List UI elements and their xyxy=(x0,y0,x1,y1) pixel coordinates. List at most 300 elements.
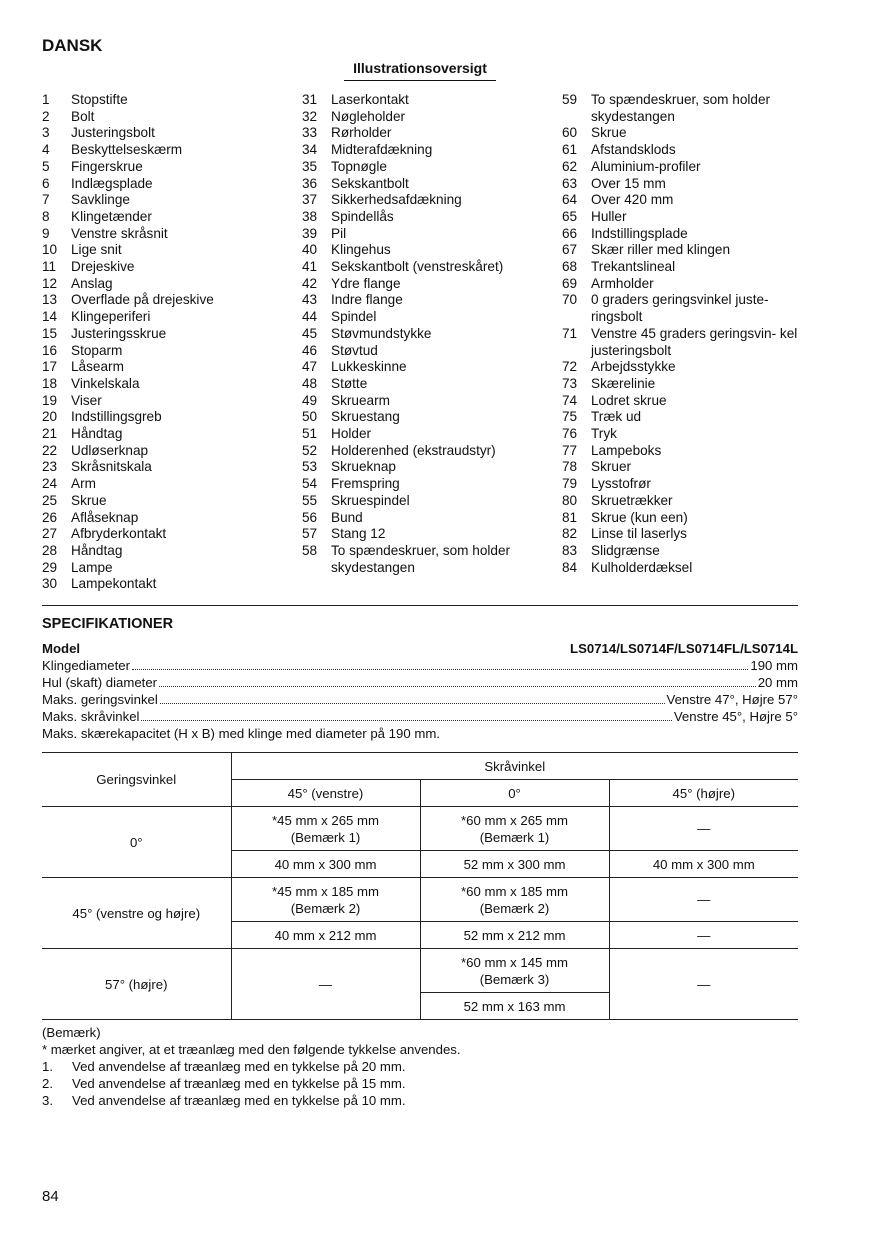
part-number: 31 xyxy=(302,92,318,107)
part-number: 6 xyxy=(42,175,50,191)
cell-note: (Bemærk 1) xyxy=(479,829,550,845)
parts-list-column-2 xyxy=(302,92,552,576)
parts-list-item xyxy=(302,292,552,309)
part-number: 49 xyxy=(302,392,318,408)
part-number: 32 xyxy=(302,108,318,124)
part-name: Spindel xyxy=(331,309,377,325)
parts-list-item xyxy=(562,292,802,325)
part-number: 21 xyxy=(42,426,58,442)
part-number: 50 xyxy=(302,409,318,425)
part-name: Skruer xyxy=(591,459,632,475)
part-name: Støvtud xyxy=(331,342,378,358)
parts-list-item xyxy=(42,292,292,309)
parts-list-item xyxy=(42,176,292,193)
parts-list-item xyxy=(562,192,802,209)
part-number: 76 xyxy=(562,426,578,442)
section-divider xyxy=(42,605,798,606)
note-item xyxy=(42,1092,461,1109)
part-number: 79 xyxy=(562,476,578,492)
part-name: Skrue (kun een) xyxy=(591,509,688,525)
parts-list-item xyxy=(42,142,292,159)
part-name: Fremspring xyxy=(331,476,400,492)
part-name: Aflåseknap xyxy=(71,509,139,525)
parts-list-item xyxy=(562,259,802,276)
part-name: Pil xyxy=(331,225,347,241)
parts-list-item xyxy=(562,92,802,125)
spec-value: Venstre 47°, Højre 57° xyxy=(666,692,798,707)
part-name: Klingehus xyxy=(331,242,391,258)
parts-list-item xyxy=(42,359,292,376)
part-name: Afstandsklods xyxy=(591,142,676,158)
table-cell: — xyxy=(231,949,420,1020)
parts-list-item xyxy=(302,543,552,576)
part-number: 81 xyxy=(562,509,578,525)
parts-list-item xyxy=(302,393,552,410)
spec-value: 20 mm xyxy=(757,675,798,690)
part-name: Indre flange xyxy=(331,292,403,308)
parts-list-item xyxy=(562,426,802,443)
parts-list-item xyxy=(42,159,292,176)
part-number: 71 xyxy=(562,325,578,341)
parts-list-item xyxy=(562,242,802,259)
part-number: 10 xyxy=(42,242,58,258)
part-number: 29 xyxy=(42,559,58,575)
part-number: 25 xyxy=(42,492,58,508)
part-number: 30 xyxy=(42,576,58,592)
parts-list-item xyxy=(42,209,292,226)
part-number: 18 xyxy=(42,375,58,391)
parts-list-item xyxy=(562,493,802,510)
part-name: Lampe xyxy=(71,559,113,575)
part-number: 35 xyxy=(302,158,318,174)
parts-list-item xyxy=(42,376,292,393)
model-label: Model xyxy=(42,641,81,656)
part-name: Venstre 45 graders geringsvin- kel justeringsbolt xyxy=(591,325,798,358)
part-name: Støvmundstykke xyxy=(331,325,432,341)
parts-list-item xyxy=(562,125,802,142)
part-number: 12 xyxy=(42,275,58,291)
part-name: Sekskantbolt xyxy=(331,175,409,191)
part-name: Kulholderdæksel xyxy=(591,559,693,575)
spec-label: Maks. geringsvinkel xyxy=(42,692,158,707)
part-number: 28 xyxy=(42,542,58,558)
part-number: 62 xyxy=(562,158,578,174)
row-label-57: 57° (højre) xyxy=(42,949,231,1020)
part-name: Anslag xyxy=(71,275,113,291)
part-number: 77 xyxy=(562,442,578,458)
parts-list-item xyxy=(42,92,292,109)
row-label-45: 45° (venstre og højre) xyxy=(42,878,231,949)
parts-list-item xyxy=(42,510,292,527)
part-name: Håndtag xyxy=(71,542,123,558)
parts-list-item xyxy=(302,409,552,426)
parts-list-item xyxy=(42,192,292,209)
part-name: Indstillingsplade xyxy=(591,225,688,241)
table-cell: — xyxy=(609,807,798,851)
part-name: Lodret skrue xyxy=(591,392,667,408)
language-heading: DANSK xyxy=(42,36,103,55)
parts-list-item xyxy=(302,192,552,209)
part-number: 84 xyxy=(562,559,578,575)
part-name: Lysstofrør xyxy=(591,476,651,492)
part-number: 22 xyxy=(42,442,58,458)
cutting-capacity-table xyxy=(42,752,798,1020)
part-name: Spindellås xyxy=(331,208,394,224)
note-text: Ved anvendelse af træanlæg med en tykkelse på 20 mm. xyxy=(72,1059,406,1074)
part-name: Tryk xyxy=(591,426,617,442)
part-name: Skrue xyxy=(71,492,107,508)
parts-list-item xyxy=(562,560,802,577)
part-name: Skruetrækker xyxy=(591,492,673,508)
part-name: Vinkelskala xyxy=(71,375,140,391)
part-name: Klingeperiferi xyxy=(71,309,151,325)
part-name: Justeringsbolt xyxy=(71,125,155,141)
part-number: 41 xyxy=(302,259,318,275)
spec-label: Klingediameter xyxy=(42,658,130,673)
part-name: Midterafdækning xyxy=(331,142,433,158)
part-number: 37 xyxy=(302,192,318,208)
parts-list-item xyxy=(302,226,552,243)
parts-list-item xyxy=(562,176,802,193)
cell-value: *60 mm x 185 mm xyxy=(461,883,568,899)
parts-list-item xyxy=(562,476,802,493)
part-number: 48 xyxy=(302,375,318,391)
parts-list-item xyxy=(42,459,292,476)
part-name: Drejeskive xyxy=(71,259,135,275)
part-name: 0 graders geringsvinkel juste- ringsbolt xyxy=(591,292,769,325)
parts-list-item xyxy=(302,459,552,476)
part-name: To spændeskruer, som holder skydestangen xyxy=(331,542,511,575)
subheader-45-left: 45° (venstre) xyxy=(231,780,420,807)
part-number: 40 xyxy=(302,242,318,258)
part-name: Lige snit xyxy=(71,242,122,258)
cell-value: *60 mm x 265 mm xyxy=(461,812,568,828)
part-number: 45 xyxy=(302,325,318,341)
part-name: Fingerskrue xyxy=(71,158,143,174)
part-number: 8 xyxy=(42,208,50,224)
table-cell xyxy=(420,807,609,851)
spec-label: Hul (skaft) diameter xyxy=(42,675,158,690)
parts-list-item xyxy=(562,326,802,359)
part-number: 5 xyxy=(42,158,50,174)
parts-list-item xyxy=(302,359,552,376)
part-name: Håndtag xyxy=(71,426,123,442)
parts-list-item xyxy=(302,259,552,276)
parts-list-item xyxy=(42,109,292,126)
part-number: 80 xyxy=(562,492,578,508)
parts-list-item xyxy=(42,426,292,443)
part-number: 57 xyxy=(302,526,318,542)
part-number: 44 xyxy=(302,309,318,325)
part-name: Arbejdsstykke xyxy=(591,359,676,375)
spec-row xyxy=(42,674,798,691)
cell-note: (Bemærk 3) xyxy=(479,971,550,987)
dot-leader xyxy=(141,720,671,721)
parts-list-item xyxy=(42,393,292,410)
row-label-0: 0° xyxy=(42,807,231,878)
part-name: Bolt xyxy=(71,108,95,124)
parts-list-item xyxy=(302,476,552,493)
parts-list-item xyxy=(562,209,802,226)
part-number: 52 xyxy=(302,442,318,458)
part-number: 70 xyxy=(562,292,578,308)
part-number: 3 xyxy=(42,125,50,141)
specifications-block xyxy=(42,640,798,742)
part-name: Træk ud xyxy=(591,409,642,425)
model-value: LS0714/LS0714F/LS0714FL/LS0714L xyxy=(570,641,798,656)
table-cell: 52 mm x 300 mm xyxy=(420,851,609,878)
part-number: 39 xyxy=(302,225,318,241)
part-number: 67 xyxy=(562,242,578,258)
parts-list-item xyxy=(562,526,802,543)
part-number: 42 xyxy=(302,275,318,291)
parts-list-item xyxy=(562,459,802,476)
part-name: Stang 12 xyxy=(331,526,386,542)
table-cell: 40 mm x 300 mm xyxy=(609,851,798,878)
notes-title: (Bemærk) xyxy=(42,1025,101,1040)
parts-list-item xyxy=(42,543,292,560)
note-number: 1. xyxy=(42,1059,53,1074)
parts-list-item xyxy=(302,493,552,510)
cell-note: (Bemærk 1) xyxy=(290,829,361,845)
table-cell: — xyxy=(609,878,798,922)
part-name: Stopstifte xyxy=(71,92,128,107)
part-number: 63 xyxy=(562,175,578,191)
parts-list-item xyxy=(562,393,802,410)
cell-note: (Bemærk 2) xyxy=(290,900,361,916)
part-number: 59 xyxy=(562,92,578,107)
part-number: 15 xyxy=(42,325,58,341)
part-number: 16 xyxy=(42,342,58,358)
part-number: 82 xyxy=(562,526,578,542)
part-number: 33 xyxy=(302,125,318,141)
part-number: 23 xyxy=(42,459,58,475)
part-number: 4 xyxy=(42,142,50,158)
table-cell xyxy=(420,878,609,922)
part-name: Aluminium-profiler xyxy=(591,158,701,174)
parts-list-item xyxy=(42,326,292,343)
note-number: 2. xyxy=(42,1076,53,1091)
notes-block xyxy=(42,1024,461,1109)
part-name: Skråsnitskala xyxy=(71,459,152,475)
parts-list-item xyxy=(302,209,552,226)
part-number: 68 xyxy=(562,259,578,275)
table-cell xyxy=(231,878,420,922)
parts-list-item xyxy=(42,125,292,142)
note-text: Ved anvendelse af træanlæg med en tykkelse på 15 mm. xyxy=(72,1076,406,1091)
header-miter-angle: Geringsvinkel xyxy=(42,753,231,807)
part-number: 26 xyxy=(42,509,58,525)
parts-list-item xyxy=(42,476,292,493)
part-name: Overflade på drejeskive xyxy=(71,292,214,308)
part-number: 61 xyxy=(562,142,578,158)
part-name: Lampeboks xyxy=(591,442,662,458)
part-number: 54 xyxy=(302,476,318,492)
part-name: Stoparm xyxy=(71,342,123,358)
parts-list-item xyxy=(562,276,802,293)
part-number: 51 xyxy=(302,426,318,442)
parts-list-item xyxy=(302,343,552,360)
part-name: Beskyttelseskærm xyxy=(71,142,183,158)
parts-list-item xyxy=(302,125,552,142)
parts-list-item xyxy=(302,376,552,393)
parts-list-item xyxy=(42,242,292,259)
parts-list-item xyxy=(302,159,552,176)
parts-list-item xyxy=(42,226,292,243)
cell-value: *60 mm x 145 mm xyxy=(461,954,568,970)
parts-list-item xyxy=(42,526,292,543)
subheader-0: 0° xyxy=(420,780,609,807)
part-number: 9 xyxy=(42,225,50,241)
part-name: Rørholder xyxy=(331,125,392,141)
dot-leader xyxy=(159,686,756,687)
cell-value: *45 mm x 265 mm xyxy=(272,812,379,828)
parts-list-item xyxy=(302,92,552,109)
parts-list-item xyxy=(562,443,802,460)
spec-row xyxy=(42,657,798,674)
table-cell xyxy=(420,949,609,993)
table-cell: 52 mm x 163 mm xyxy=(420,993,609,1020)
parts-list-item xyxy=(302,309,552,326)
part-name: Ydre flange xyxy=(331,275,401,291)
illustration-overview-title: Illustrationsoversigt xyxy=(344,60,496,81)
part-name: Indlægsplade xyxy=(71,175,153,191)
parts-list-item xyxy=(302,142,552,159)
part-name: Trekantslineal xyxy=(591,259,676,275)
specifications-heading: SPECIFIKATIONER xyxy=(42,616,174,632)
parts-list-item xyxy=(42,560,292,577)
part-name: Justeringsskrue xyxy=(71,325,167,341)
parts-list-item xyxy=(42,493,292,510)
parts-list-item xyxy=(562,510,802,527)
part-number: 66 xyxy=(562,225,578,241)
notes-asterisk: * mærket angiver, at et træanlæg med den følgende tykkelse anvendes. xyxy=(42,1042,461,1057)
part-number: 34 xyxy=(302,142,318,158)
parts-list-item xyxy=(562,142,802,159)
model-row xyxy=(42,640,798,657)
note-item xyxy=(42,1058,461,1075)
part-name: Skruestang xyxy=(331,409,400,425)
part-name: Sekskantbolt (venstreskåret) xyxy=(331,259,504,275)
parts-list-item xyxy=(562,226,802,243)
part-number: 72 xyxy=(562,359,578,375)
part-number: 75 xyxy=(562,409,578,425)
part-number: 58 xyxy=(302,542,318,558)
part-name: Over 15 mm xyxy=(591,175,666,191)
parts-list-item xyxy=(42,409,292,426)
part-name: Slidgrænse xyxy=(591,542,660,558)
part-number: 20 xyxy=(42,409,58,425)
part-number: 19 xyxy=(42,392,58,408)
parts-list-item xyxy=(302,510,552,527)
parts-list-item xyxy=(42,443,292,460)
parts-list-item xyxy=(562,359,802,376)
table-cell: 40 mm x 300 mm xyxy=(231,851,420,878)
part-name: Lampekontakt xyxy=(71,576,157,592)
part-name: Skrue xyxy=(591,125,627,141)
note-number: 3. xyxy=(42,1093,53,1108)
parts-list-item xyxy=(562,376,802,393)
part-name: Viser xyxy=(71,392,102,408)
part-number: 56 xyxy=(302,509,318,525)
parts-list-item xyxy=(562,409,802,426)
part-name: Afbryderkontakt xyxy=(71,526,167,542)
part-number: 14 xyxy=(42,309,58,325)
parts-list-item xyxy=(302,109,552,126)
part-name: Støtte xyxy=(331,375,368,391)
note-text: Ved anvendelse af træanlæg med en tykkelse på 10 mm. xyxy=(72,1093,406,1108)
part-name: Arm xyxy=(71,476,96,492)
subheader-45-right: 45° (højre) xyxy=(609,780,798,807)
part-number: 65 xyxy=(562,208,578,224)
parts-list-column-3 xyxy=(562,92,802,576)
capacity-caption: Maks. skærekapacitet (H x B) med klinge med diameter på 190 mm. xyxy=(42,726,440,741)
part-number: 38 xyxy=(302,208,318,224)
part-name: Skær riller med klingen xyxy=(591,242,731,258)
part-number: 1 xyxy=(42,92,50,107)
spec-row xyxy=(42,708,798,725)
part-name: Skærelinie xyxy=(591,375,656,391)
part-number: 73 xyxy=(562,375,578,391)
part-name: Indstillingsgreb xyxy=(71,409,162,425)
spec-row xyxy=(42,691,798,708)
cell-note: (Bemærk 2) xyxy=(479,900,550,916)
part-name: Holder xyxy=(331,426,372,442)
parts-list-item xyxy=(42,343,292,360)
part-number: 46 xyxy=(302,342,318,358)
part-name: Armholder xyxy=(591,275,654,291)
part-number: 60 xyxy=(562,125,578,141)
part-number: 13 xyxy=(42,292,58,308)
parts-list-item xyxy=(42,276,292,293)
parts-list-item xyxy=(42,576,292,593)
part-name: Klingetænder xyxy=(71,208,152,224)
spec-value: Venstre 45°, Højre 5° xyxy=(673,709,798,724)
dot-leader xyxy=(132,669,748,670)
part-number: 43 xyxy=(302,292,318,308)
part-name: Laserkontakt xyxy=(331,92,409,107)
part-number: 74 xyxy=(562,392,578,408)
part-number: 83 xyxy=(562,542,578,558)
table-cell: — xyxy=(609,922,798,949)
page-number: 84 xyxy=(42,1188,59,1205)
part-name: Lukkeskinne xyxy=(331,359,407,375)
parts-list-item xyxy=(42,259,292,276)
spec-value: 190 mm xyxy=(750,658,798,673)
part-number: 69 xyxy=(562,275,578,291)
dot-leader xyxy=(160,703,665,704)
part-name: Sikkerhedsafdækning xyxy=(331,192,462,208)
part-name: Over 420 mm xyxy=(591,192,674,208)
part-name: Holderenhed (ekstraudstyr) xyxy=(331,442,496,458)
cell-value: *45 mm x 185 mm xyxy=(272,883,379,899)
spec-label: Maks. skråvinkel xyxy=(42,709,140,724)
note-item xyxy=(42,1075,461,1092)
parts-list-item xyxy=(562,543,802,560)
table-cell xyxy=(231,807,420,851)
parts-list-column-1 xyxy=(42,92,292,593)
table-cell: — xyxy=(609,949,798,1020)
part-number: 2 xyxy=(42,108,50,124)
part-name: To spændeskruer, som holder skydestangen xyxy=(591,92,771,124)
part-number: 7 xyxy=(42,192,50,208)
parts-list-item xyxy=(302,276,552,293)
parts-list-item xyxy=(562,159,802,176)
parts-list-item xyxy=(302,176,552,193)
part-name: Skruespindel xyxy=(331,492,410,508)
parts-list-item xyxy=(302,326,552,343)
parts-list-item xyxy=(42,309,292,326)
